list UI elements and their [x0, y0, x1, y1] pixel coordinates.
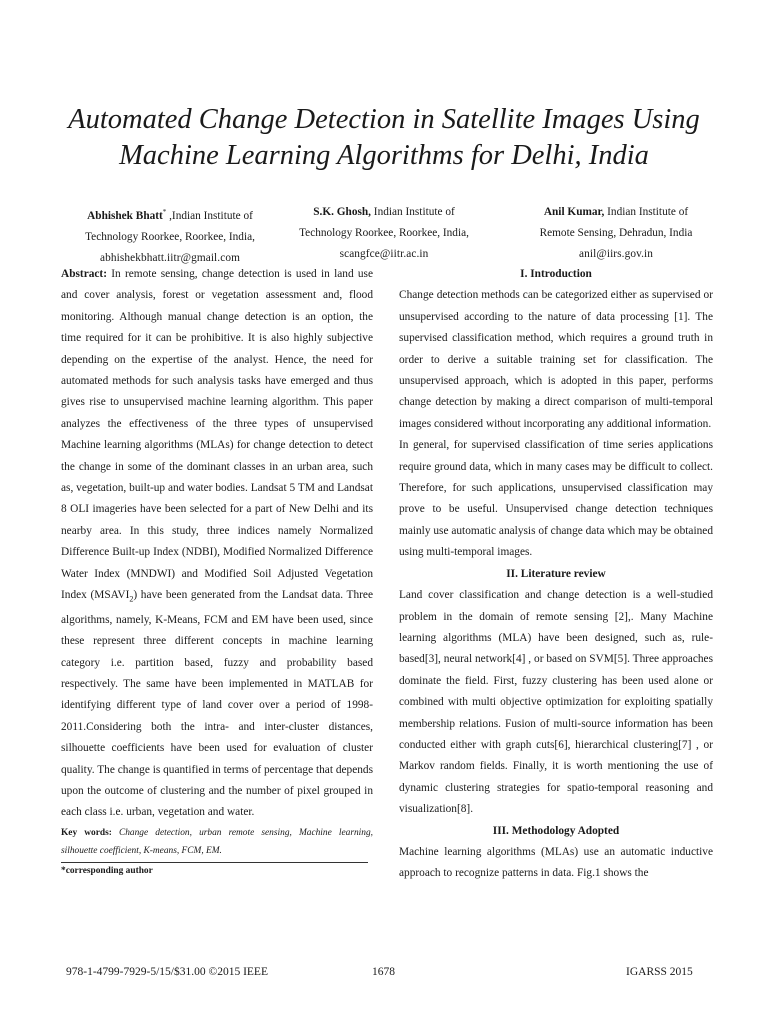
- left-column: [61, 264, 373, 879]
- abstract-subscript: 2: [129, 594, 134, 604]
- corresponding-author-note: *corresponding author: [61, 865, 153, 876]
- section-heading-introduction: I. Introduction: [520, 268, 592, 280]
- introduction-paragraph: In general, for supervised classification of time series applications require ground data, which in many cases may be difficult to collect. Therefore, for such applications, unsupervised classification may prove to be useful. Unsupervised change detection techniques mainly use automatic analysis of change data which may be obtained using multi-temporal images.: [399, 439, 713, 559]
- keywords: [61, 824, 373, 860]
- author-affiliation: Remote Sensing, Dehradun, India: [539, 227, 693, 239]
- title-line-2: Machine Learning Algorithms for Delhi, India: [119, 140, 649, 171]
- literature-review-paragraph: Land cover classification and change detection is a well-studied problem in the domain of remote sensing [2],. Many Machine learning algorithms (MLA) have been designed, such as, rule-based[3], neural network[4] , or based on SVM[5]. Three approaches dominate the field. First, fuzzy clustering has been used alone or combined with multi objective optimization for exploiting spatially membership relations. Fusion of multi-source information has been conducted either with graph cuts[6], hierarchical clustering[7] , or Markov random fields. Finally, it is worth mentioning the use of dynamic clustering strategies for spatio-temporal reasoning and visualization[8].: [399, 589, 713, 816]
- paper-title: [40, 102, 728, 174]
- methodology-paragraph: Machine learning algorithms (MLAs) use an automatic inductive approach to recognize patterns in data. Fig.1 shows the: [399, 845, 713, 880]
- author-affiliation: Technology Roorkee, Roorkee, India,: [299, 227, 469, 239]
- author-name: S.K. Ghosh,: [313, 206, 371, 218]
- author-email: scangfce@iitr.ac.in: [339, 248, 429, 260]
- keywords-label: Key words:: [61, 827, 112, 838]
- introduction-paragraph: Change detection methods can be categorized either as supervised or unsupervised according to the nature of data processing [1]. The supervised classification method, which requires a ground truth in order to derive a suitable training set for classification. The unsupervised approach, which is adopted in this paper, performs change detection by making a direct comparison of multi-temporal images considered without incorporating any additional information.: [399, 289, 713, 430]
- author-email: abhishekbhatt.iitr@gmail.com: [100, 251, 240, 264]
- abstract-text: In remote sensing, change detection is used in land use and cover analysis, forest or vegetation assessment and, flood monitoring. Although manual change detection is an option, the time required for it can be prohibitive. It is also highly subjective depending on the expertise of the analyst. Hence, the need for automated methods for such analysis tasks have emerged and thus gives rise to unsupervised machine learning algorithm. This paper analyzes the effectiveness of the three types of unsupervised Machine learning algorithms (MLAs) for change detection to detect the change in some of the dominant classes in an urban area, such as, vegetation, built-up and water bodies. Landsat 5 TM and Landsat 8 OLI imageries have been selected for a part of New Delhi and its nearby area. In this study, three indices namely Normalized Difference Built-up Index (NDBI), Modified Normalized Difference Water Index (MNDWI) and Modified Soil Adjusted Vegetation Index (MSAVI: [61, 268, 373, 602]
- author-affiliation: Technology Roorkee, Roorkee, India,: [85, 230, 255, 243]
- author-block-2: [276, 202, 492, 265]
- footer-page-number: 1678: [372, 966, 395, 978]
- footer-venue: IGARSS 2015: [626, 966, 693, 978]
- title-line-1: Automated Change Detection in Satellite Images Using: [68, 104, 700, 135]
- author-affiliation: ,Indian Institute of: [166, 209, 253, 222]
- section-heading-literature-review: II. Literature review: [506, 567, 606, 580]
- author-marker: *: [162, 208, 167, 216]
- section-heading-methodology: III. Methodology Adopted: [492, 824, 620, 837]
- footer-isbn: 978-1-4799-7929-5/15/$31.00 ©2015 IEEE: [66, 966, 268, 978]
- abstract: [61, 264, 373, 824]
- abstract-text-continued: ) have been generated from the Landsat data. Three algorithms, namely, K-Means, FCM and EM have been used, since these represent three different concepts in machine learning category i.e. partition based, fuzzy and probability based respectively. The same have been implemented in MATLAB for identifying different type of land cover over a period of 1998-2011.Considering both the intra- and inter-cluster distances, silhouette coefficients have been used for evaluation of cluster quality. The change is quantified in terms of percentage that depends upon the outcome of clustering and the number of pixel grouped in each class i.e. urban, vegetation and water.: [61, 589, 373, 819]
- author-block-3: [508, 202, 724, 265]
- author-affiliation: Indian Institute of: [604, 206, 689, 218]
- author-name: Anil Kumar,: [543, 206, 605, 218]
- author-block-1: [56, 202, 284, 269]
- author-email: anil@iirs.gov.in: [578, 248, 654, 260]
- author-name: Abhishek Bhatt: [87, 209, 163, 222]
- abstract-label: Abstract:: [61, 268, 107, 280]
- author-affiliation: Indian Institute of: [370, 206, 455, 218]
- right-column: [399, 264, 713, 885]
- keywords-text: Change detection, urban remote sensing, Machine learning, silhouette coefficient, K-means, FCM, EM.: [61, 827, 373, 856]
